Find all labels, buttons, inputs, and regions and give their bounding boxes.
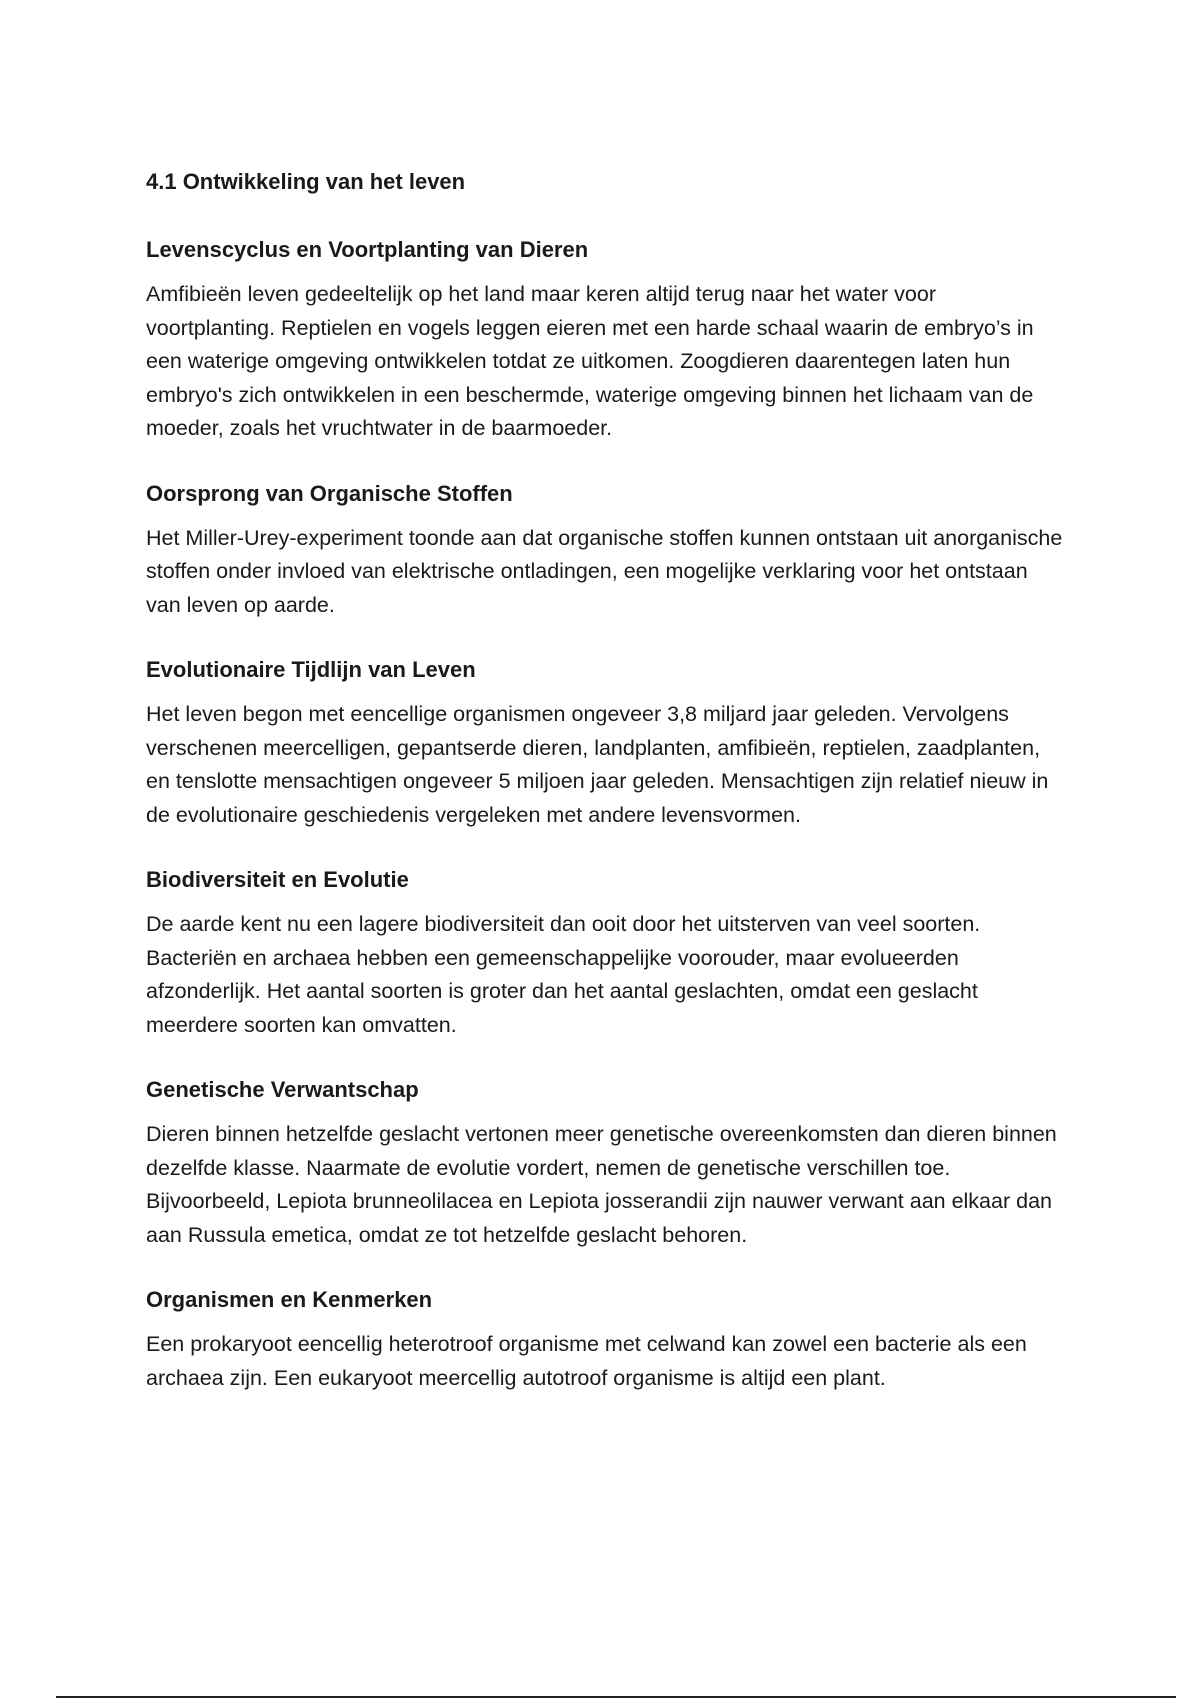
section-body: Het leven begon met eencellige organismen ongeveer 3,8 miljard jaar geleden. Vervolgens verschenen meercelligen, gepantserde dieren, landplanten, amfibieën, reptielen, zaadplanten, en tenslotte mensachtigen ongeveer 5 miljoen jaar geleden. Mensachtigen zijn relatief nieuw in de evolutionaire geschiedenis vergeleken met andere levensvormen. [146, 702, 1049, 827]
section-body: Het Miller-Urey-experiment toonde aan dat organische stoffen kunnen ontstaan uit anorganische stoffen onder invloed van elektrische ontladingen, een mogelijke verklaring voor het ontstaan van leven op aarde. [146, 525, 1063, 617]
section-levenscyclus [146, 236, 1066, 446]
section-organismen [146, 1286, 1066, 1395]
section-heading: Oorsprong van Organische Stoffen [146, 480, 513, 506]
section-body: Een prokaryoot eencellig heterotroof organisme met celwand kan zowel een bacterie als een archaea zijn. Een eukaryoot meercellig autotroof organisme is altijd een plant. [146, 1332, 1027, 1390]
section-heading: Organismen en Kenmerken [146, 1287, 433, 1312]
page-title: 4.1 Ontwikkeling van het leven [146, 169, 466, 194]
section-tijdlijn [146, 656, 1066, 832]
section-oorsprong [146, 480, 1066, 623]
footer-divider [56, 1696, 1176, 1698]
section-body: Amfibieën leven gedeeltelijk op het land maar keren altijd terug naar het water voor voortplanting. Reptielen en vogels leggen eieren met een harde schaal waarin de embryo’s in een waterige omgeving ontwikkelen totdat ze uitkomen. Zoogdieren daarentegen laten hun embryo's zich ontwikkelen in een beschermde, waterige omgeving binnen het lichaam van de moeder, zoals het vruchtwater in de baarmoeder. [146, 282, 1034, 440]
section-body: De aarde kent nu een lagere biodiversiteit dan ooit door het uitsterven van veel soorten. Bacteriën en archaea hebben een gemeenschappelijke voorouder, maar evolueerden afzonderlijk. Het aantal soorten is groter dan het aantal geslachten, omdat een geslacht meerdere soorten kan omvatten. [146, 912, 981, 1037]
section-heading: Genetische Verwantschap [146, 1077, 419, 1102]
section-body: Dieren binnen hetzelfde geslacht vertonen meer genetische overeenkomsten dan dieren binnen dezelfde klasse. Naarmate de evolutie vordert, nemen de genetische verschillen toe. Bijvoorbeeld, Lepiota brunneolilacea en Lepiota josserandii zijn nauwer verwant aan elkaar dan aan Russula emetica, omdat ze tot hetzelfde geslacht behoren. [146, 1122, 1057, 1247]
section-heading: Biodiversiteit en Evolutie [146, 867, 409, 892]
document-page [146, 168, 1066, 1429]
section-heading: Levenscyclus en Voortplanting van Dieren [146, 237, 589, 262]
section-biodiversiteit [146, 866, 1066, 1042]
section-genetische-verwantschap [146, 1076, 1066, 1252]
section-heading: Evolutionaire Tijdlijn van Leven [146, 657, 476, 682]
